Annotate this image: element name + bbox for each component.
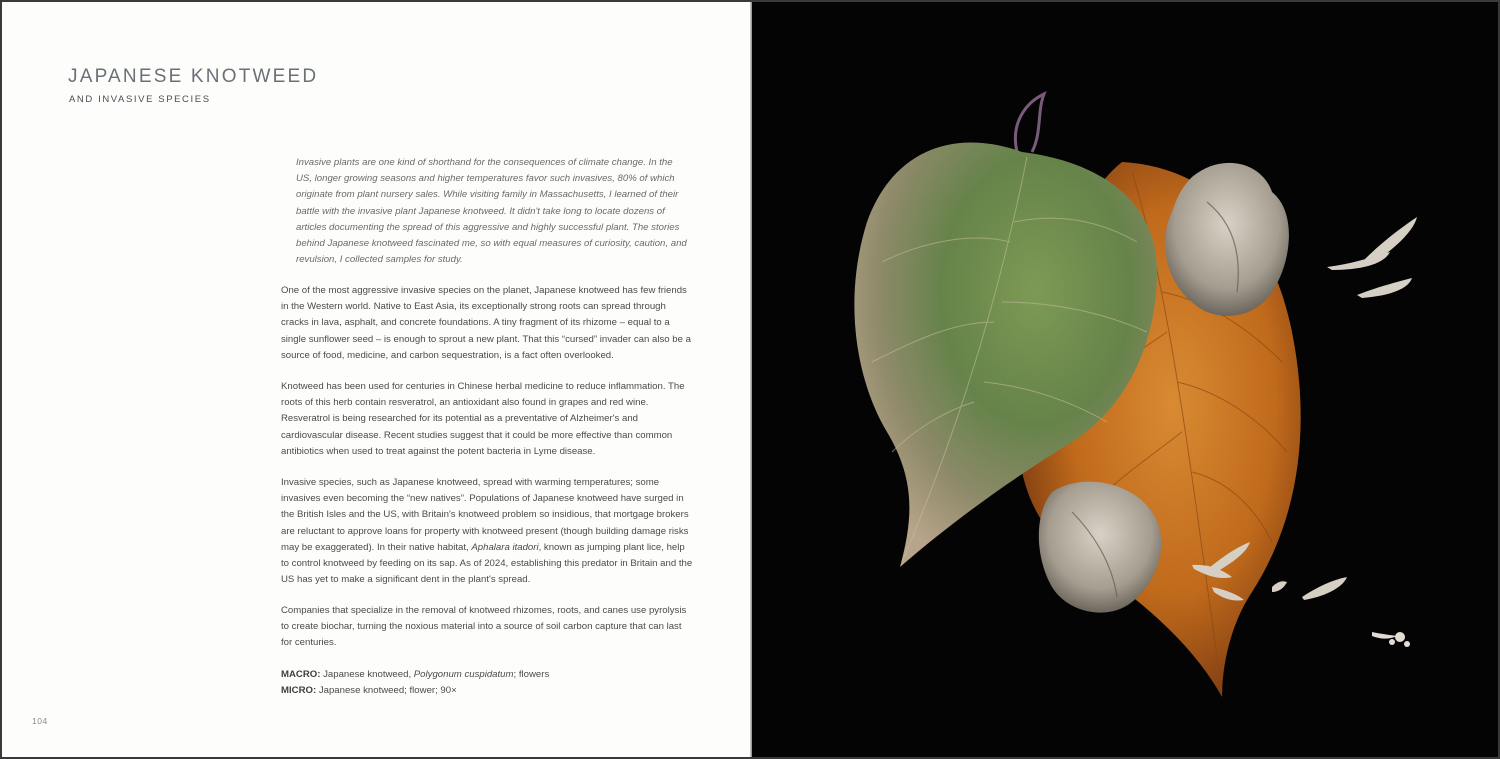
body-paragraph-2: Knotweed has been used for centuries in Chinese herbal medicine to reduce inflammation. The roots of this herb contain resveratrol, an antioxidant also found in grapes and red wine. Resveratrol is being researched for its potential as a preventative of Alzheimer's and cardiovascular disease. Recent studies suggest that it could be more effective than common antibiotics when used to treat against the potent bacteria in Lyme disease. [281, 381, 685, 457]
tiny-flower-far-right [1372, 632, 1410, 647]
leaf-stem [1015, 94, 1044, 152]
body-paragraph-1: One of the most aggressive invasive species on the planet, Japanese knotweed has few friends in the Western world. Native to East Asia, its exceptionally strong roots can spread through cracks in lava, asphalt, and concrete foundations. A tiny fragment of its rhizome – equal to a single sunflower seed – is enough to sprout a new plant. That this “cursed” invader can also be a source of food, medicine, and carbon sequestration, is a fact often overlooked. [281, 285, 691, 361]
page-title: JAPANESE KNOTWEED [68, 66, 319, 87]
knotweed-leaves-and-flowers-photo [752, 2, 1498, 757]
body-paragraph-3 [281, 475, 695, 588]
macro-label: MACRO: [281, 669, 321, 680]
macro-text-before: Japanese knotweed, [320, 669, 414, 680]
page-subtitle: AND INVASIVE SPECIES [69, 94, 211, 105]
body-paragraph-4: Companies that specialize in the removal of knotweed rhizomes, roots, and canes use pyrolysis to create biochar, turning the noxious material into a source of soil carbon capture that can last for centuries. [281, 605, 687, 649]
left-page [2, 2, 752, 757]
macro-latin-name: Polygonum cuspidatum [413, 669, 514, 680]
intro-paragraph: Invasive plants are one kind of shorthand for the consequences of climate change. In the US, longer growing seasons and higher temperatures favor such invasives, 80% of which originate from plant nursery sales. While visiting family in Massachusetts, I learned of their battle with the invasive plant Japanese knotweed. It didn't take long to locate dozens of articles documenting the spread of this aggressive and highly successful plant. The stories behind Japanese knotweed fascinated me, so with equal measures of curiosity, caution, and revulsion, I collected samples for study. [296, 157, 687, 266]
micro-label: MICRO: [281, 685, 317, 697]
macro-text-after: ; flowers [513, 669, 550, 680]
micro-text: Japanese knotweed; flower; 90× [316, 685, 457, 697]
right-page [752, 2, 1498, 757]
species-name-italic: Aphalara itadori [471, 541, 539, 553]
paragraph-3-text-after: , known as jumping plant lice, help to control knotweed by feeding on its sap. As of 2024, establishing this predator in Britain and the US has yet to make a significant dent in the plant's spread. [281, 541, 693, 586]
page-number: 104 [32, 716, 48, 726]
paragraph-3-text-before: Invasive species, such as Japanese knotweed, spread with warming temperatures; some invasives even becoming the “new natives”. Populations of Japanese knotweed have surged in the British Isles and the US, with Britain's knotweed problem so insidious, that mortgage brokers are reluctant to approve loans for property with knotweed present (though building damage risks may be exaggerated). In their native habitat, [281, 477, 689, 553]
image-captions [281, 667, 695, 699]
micro-caption [281, 683, 695, 699]
small-flowers-top-right [1327, 217, 1417, 298]
macro-caption [281, 667, 695, 683]
